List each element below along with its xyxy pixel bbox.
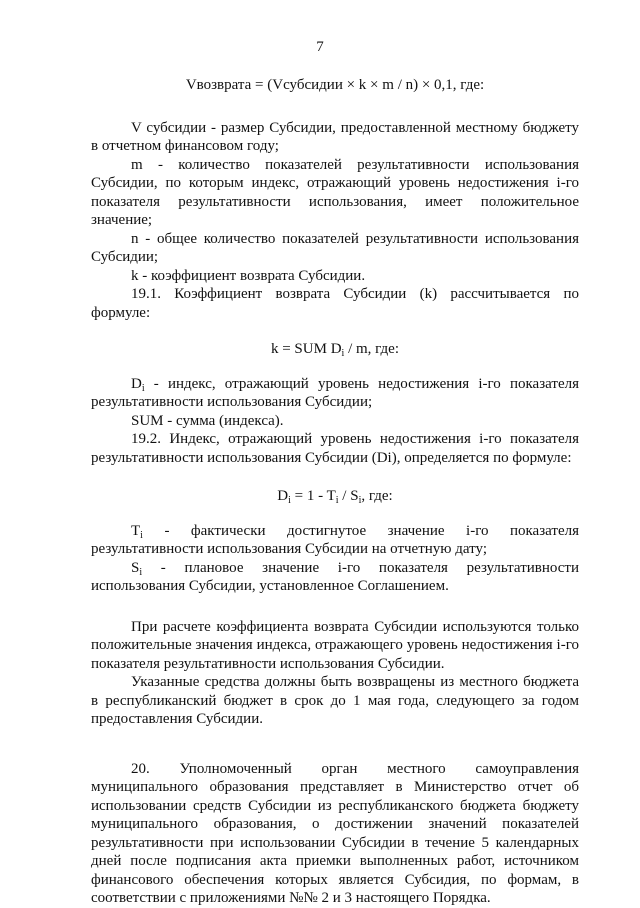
page-number: 7 [316,39,324,55]
definition-si-subscript: i [139,566,143,578]
formula-di-c: / S [338,488,359,504]
definition-di-symbol: D [131,375,142,392]
definition-di-subscript: i [141,382,145,394]
paragraph-19-2: 19.2. Индекс, отражающий уровень недостижения i-го показателя результативности использования Субсидии (Di), определяется по формуле: [91,431,579,466]
definition-m: m - количество показателей результативности использования Субсидии, по которым индекс, отражающий уровень недостижения i-го показателя результативности использования, имеет положительное значение; [91,156,579,228]
definition-si-symbol: S [131,559,140,576]
document-body [91,76,579,908]
formula-k-subscript: i [341,348,345,359]
formula-di-b-sub: i [335,495,339,506]
formula-k-lhs: k = SUM D [270,341,342,357]
paragraph-vozvrat: Указанные средства должны быть возвращены из местного бюджета в республиканский бюджет в срок до 1 мая года, следующего за годом предоставления Субсидии. [91,674,579,727]
definition-sum: SUM - сумма (индекса). [131,412,284,429]
paragraph-raschet: При расчете коэффициента возврата Субсидии используются только положительные значения индекса, отражающего уровень недостижения i-го показателя результативности использования Субсидии. [91,618,579,672]
definition-n: n - общее количество показателей результативности использования Субсидии; [91,230,579,265]
formula-di-a: D [277,488,289,504]
formula-di-c-sub: i [358,495,362,506]
definition-k: k - коэффициент возврата Субсидии. [131,267,366,284]
definition-ti [91,522,579,559]
definition-ti-subscript: i [140,529,143,541]
formula-di-a-sub: i [288,495,291,506]
definition-ti-text: - фактически достигнутое значение i-го показателя результативности использования Субсидии на отчетную дату; [91,522,579,557]
definition-v-subsidii: V субсидии - размер Субсидии, предоставленной местному бюджету в отчетном финансовом году; [91,119,579,154]
definition-ti-symbol: T [131,522,141,539]
formula-vozvrata: Vвозврата = (Vсубсидии × k × m / n) × 0,1, где: [185,77,485,93]
formula-di [91,487,579,506]
paragraph-19-1: 19.1. Коэффициент возврата Субсидии (k) рассчитывается по формуле: [91,286,579,321]
formula-di-b: = 1 - T [290,488,336,504]
formula-di-d: , где: [361,488,393,504]
definition-si [91,559,579,596]
definition-di-text: - индекс, отражающий уровень недостижения i-го показателя результативности использования Субсидии; [91,375,579,410]
definition-di [91,375,579,412]
formula-k-rhs: / m, где: [344,341,400,357]
definition-si-text: - плановое значение i-го показателя результативности использования Субсидии, установленное Соглашением. [91,559,579,594]
paragraph-20: 20. Уполномоченный орган местного самоуправления муниципального образования представляет в Министерство отчет об использовании средств Субсидии из республиканского бюджета бюджету муниципального образования, о достижении значений показателей результативности при использовании Субсидии в течение 5 календарных дней после подписания акта приемки выполненных работ, источником финансового обеспечения которых является Субсидия, по формам, в соответствии с приложениями №№ 2 и 3 настоящего Порядка. [91,760,579,906]
formula-k [91,340,579,359]
